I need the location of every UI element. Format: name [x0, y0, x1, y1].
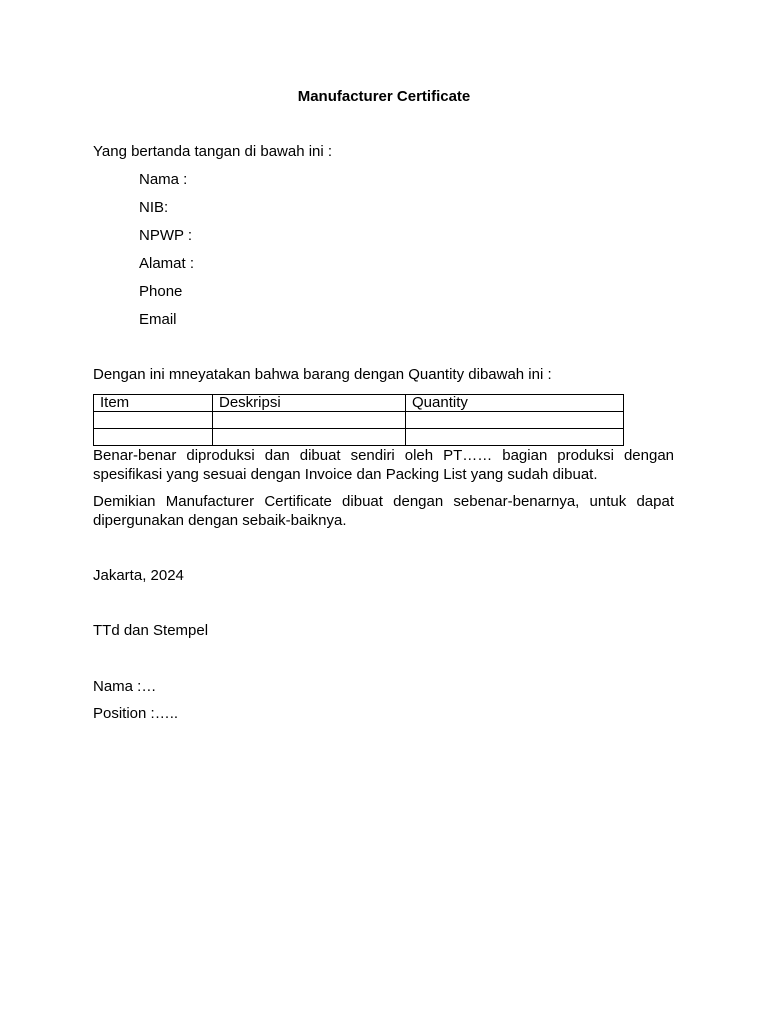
place-date: Jakarta, 2024 [93, 567, 184, 584]
table-cell[interactable] [213, 412, 406, 429]
signer-name: Nama :… [93, 678, 157, 695]
table-cell[interactable] [213, 429, 406, 446]
table-header-quantity: Quantity [406, 395, 624, 412]
quantity-table [93, 394, 624, 446]
table-row [94, 412, 624, 429]
field-email: Email [139, 311, 177, 328]
field-nib: NIB: [139, 199, 169, 216]
field-nama: Nama : [139, 171, 188, 188]
table-row [94, 429, 624, 446]
closing-paragraph-line: dipergunakan dengan sebaik-baiknya. [93, 512, 347, 529]
closing-paragraph-line: Demikian Manufacturer Certificate dibuat dengan sebenar-benarnya, untuk dapat [93, 493, 674, 510]
table-cell[interactable] [94, 429, 213, 446]
signer-position: Position :….. [93, 705, 179, 722]
table-cell[interactable] [406, 429, 624, 446]
statement-text: Dengan ini mneyatakan bahwa barang dengan Quantity dibawah ini : [93, 366, 552, 383]
intro-text: Yang bertanda tangan di bawah ini : [93, 143, 333, 160]
table-header-deskripsi: Deskripsi [213, 395, 406, 412]
signature-label: TTd dan Stempel [93, 622, 209, 639]
field-alamat: Alamat : [139, 255, 195, 272]
field-phone: Phone [139, 283, 183, 300]
production-paragraph-line: Benar-benar diproduksi dan dibuat sendiri oleh PT…… bagian produksi dengan [93, 447, 674, 464]
document-title: Manufacturer Certificate [297, 88, 471, 105]
table-header-row [94, 395, 624, 412]
production-paragraph [93, 446, 674, 484]
table-cell[interactable] [406, 412, 624, 429]
field-npwp: NPWP : [139, 227, 193, 244]
table-header-item: Item [94, 395, 213, 412]
production-paragraph-line: spesifikasi yang sesuai dengan Invoice dan Packing List yang sudah dibuat. [93, 466, 598, 483]
closing-paragraph [93, 492, 674, 530]
table-cell[interactable] [94, 412, 213, 429]
